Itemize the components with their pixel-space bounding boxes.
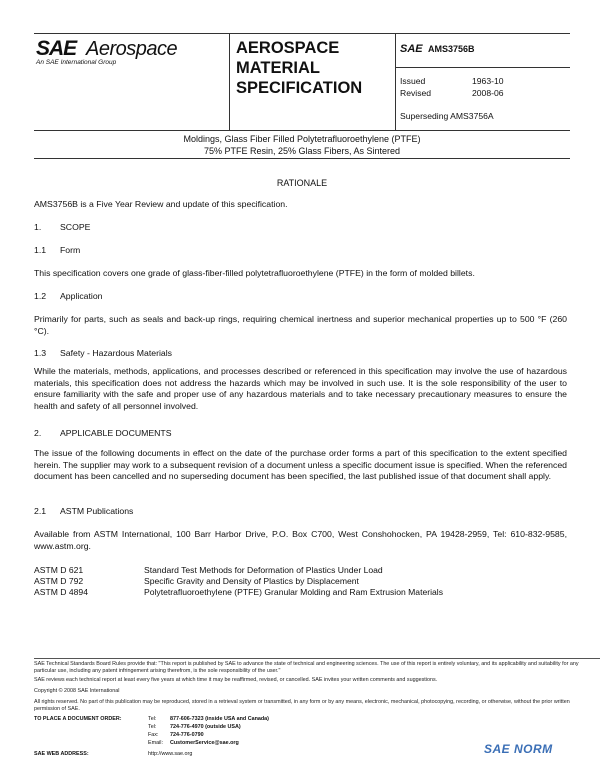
section-number: 1.3: [34, 348, 47, 358]
section-title: Safety - Hazardous Materials: [60, 348, 173, 358]
web-link[interactable]: http://www.sae.org: [148, 751, 193, 757]
issued-label: Issued: [400, 76, 426, 86]
fax-number: 724-776-0790: [170, 732, 204, 738]
revised-value: 2008-06: [472, 88, 504, 98]
reference-description: Standard Test Methods for Deformation of Plastics Under Load: [144, 565, 383, 575]
footer-review-text: SAE reviews each technical report at least every five years at which time it may be reaffirmed, revised, or cancelled. SAE invites your written comments and suggestions.: [34, 677, 438, 683]
section-1-3-text: While the materials, methods, applications, and processes described or referenced in this specification may involve the use of hazardous materials, this specification does not address the hazards which may be involved in such use. It is the sole responsibility of the user to ensure familiarity with the safe and proper use of any hazardous materials and to take necessary precautionary measures to ensure the health and safety of all personnel involved.: [34, 366, 567, 411]
section-title: APPLICABLE DOCUMENTS: [60, 428, 172, 438]
tel-2: 724-776-4970 (outside USA): [170, 724, 241, 730]
tel-label: Tel:: [148, 716, 157, 722]
revised-label: Revised: [400, 88, 432, 98]
document-subtitle: Moldings, Glass Fiber Filled Polytetrafluoroethylene (PTFE): [183, 134, 421, 144]
footer-rule: [34, 658, 600, 659]
section-title: SCOPE: [60, 222, 91, 232]
section-title: Application: [60, 291, 103, 301]
section-title: ASTM Publications: [60, 506, 134, 516]
order-label: TO PLACE A DOCUMENT ORDER:: [34, 716, 122, 722]
section-number: 1.1: [34, 245, 47, 255]
section-1-3-heading: [34, 348, 567, 358]
aerospace-logo-text: Aerospace: [86, 38, 178, 60]
doc-sae-mark: SAE: [400, 43, 423, 55]
doc-id: AMS3756B: [428, 44, 475, 54]
reference-description: Specific Gravity and Density of Plastics by Displacement: [144, 576, 359, 586]
logo-subtitle: An SAE International Group: [36, 59, 117, 66]
reference-code: ASTM D 4894: [34, 587, 88, 597]
spec-title-line: AEROSPACE: [236, 39, 340, 57]
tel-label-2: Tel:: [148, 724, 157, 730]
spec-title-line: SPECIFICATION: [236, 79, 363, 97]
reference-row: [34, 587, 567, 599]
footer-copyright: Copyright © 2008 SAE International: [34, 688, 120, 694]
fax-label: Fax:: [148, 732, 159, 738]
document-subtitle-2: 75% PTFE Resin, 25% Glass Fibers, As Sintered: [203, 146, 401, 156]
section-title: Form: [60, 245, 81, 255]
issued-value: 1963-10: [472, 76, 504, 86]
section-1-2-heading: [34, 291, 567, 301]
sae-norm-logo: SAE NORM: [484, 742, 553, 756]
reference-description: Polytetrafluoroethylene (PTFE) Granular Molding and Ram Extrusion Materials: [144, 587, 443, 597]
section-2-heading: [34, 428, 567, 438]
spec-title: [236, 38, 362, 98]
tel-1: 877-606-7323 (inside USA and Canada): [170, 716, 269, 722]
rationale-text: AMS3756B is a Five Year Review and update of this specification.: [34, 199, 288, 209]
reference-code: ASTM D 792: [34, 576, 84, 586]
section-2-1-text: Available from ASTM International, 100 Barr Harbor Drive, P.O. Box C700, West Conshohocken, PA 19428-2959, Tel: 610-832-9585, www.astm.org.: [34, 529, 567, 551]
email-label: Email:: [148, 740, 163, 746]
section-1-heading: [34, 222, 567, 232]
section-number: 1.: [34, 222, 42, 232]
footer-rights: All rights reserved. No part of this publication may be reproduced, stored in a retrieval system or transmitted, in any form or by any means, electronic, mechanical, photocopying, recording, or otherwise, without the prior written permission of SAE.: [34, 699, 570, 712]
superseding-note: Superseding AMS3756A: [400, 111, 494, 121]
section-1-1-text: This specification covers one grade of glass-fiber-filled polytetrafluoroethylene (PTFE) in the form of molded billets.: [34, 268, 475, 278]
section-2-1-heading: [34, 506, 567, 516]
spec-title-line: MATERIAL: [236, 59, 321, 77]
section-number: 2.: [34, 428, 42, 438]
rationale-heading: RATIONALE: [276, 178, 328, 188]
sae-logo-mark: SAE: [36, 37, 77, 60]
reference-code: ASTM D 621: [34, 565, 84, 575]
section-number: 2.1: [34, 506, 47, 516]
web-label: SAE WEB ADDRESS:: [34, 751, 89, 757]
email-link[interactable]: CustomerService@sae.org: [170, 740, 239, 746]
section-1-2-text: Primarily for parts, such as seals and back-up rings, requiring chemical inertness and superior mechanical properties up to 500 °F (260 °C).: [34, 314, 567, 336]
footer-rules-text: SAE Technical Standards Board Rules provide that: "This report is published by SAE to advance the state of technical and engineering sciences. The use of this report is entirely voluntary, and its applicability and suitability for any particular use, including any patent infringement arising therefrom, is the sole responsibility of the user.": [34, 661, 579, 674]
section-2-text: The issue of the following documents in effect on the date of the purchase order forms a part of this specification to the extent specified herein. The supplier may work to a subsequent revision of a document unless a specific document issue is specified. When the referenced document has been cancelled and no superseding document has been specified, the last published issue of that document shall apply.: [34, 448, 567, 482]
subtitle-rule: [34, 158, 570, 159]
section-1-1-heading: [34, 245, 567, 255]
section-number: 1.2: [34, 291, 47, 301]
